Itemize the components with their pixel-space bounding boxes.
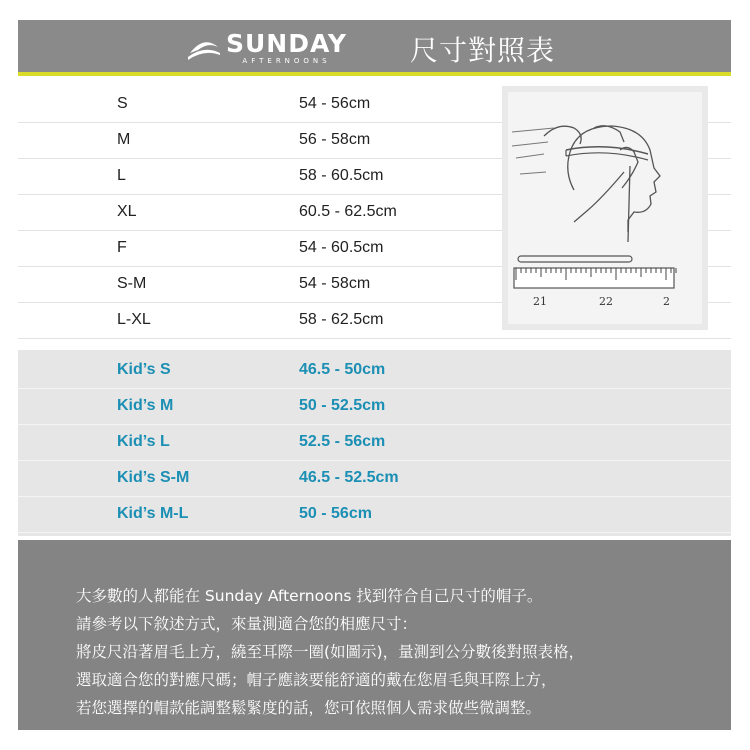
table-row — [18, 352, 731, 389]
instruction-line: 將皮尺沿著眉毛上方，繞至耳際一圈(如圖示)，量測到公分數後對照表格， — [76, 643, 585, 661]
size-range: 54 - 56cm — [299, 95, 371, 112]
size-label: S — [117, 95, 128, 112]
ruler-label-3: 2 — [663, 295, 670, 308]
brand-name: SUNDAY — [226, 28, 348, 58]
instruction-line: 請參考以下敘述方式，來量測適合您的相應尺寸： — [76, 615, 418, 633]
brand-logo — [186, 28, 347, 68]
size-label: S-M — [117, 275, 147, 292]
size-label: Kid’s M-L — [117, 505, 189, 522]
size-label: Kid’s S-M — [117, 469, 190, 486]
size-chart-panel — [18, 20, 731, 730]
size-label: Kid’s L — [117, 433, 170, 450]
size-range: 46.5 - 50cm — [299, 361, 386, 378]
size-range: 60.5 - 62.5cm — [299, 203, 397, 220]
ruler-label-2: 22 — [599, 295, 613, 308]
size-label: Kid’s S — [117, 361, 171, 378]
size-label: L-XL — [117, 311, 151, 328]
size-label: Kid’s M — [117, 397, 174, 414]
ruler-label-1: 21 — [533, 295, 547, 308]
instruction-line: 選取適合您的對應尺碼；帽子應該要能舒適的戴在您眉毛與耳際上方， — [76, 671, 557, 689]
size-range: 54 - 60.5cm — [299, 239, 384, 256]
size-range: 52.5 - 56cm — [299, 433, 386, 450]
size-range: 56 - 58cm — [299, 131, 371, 148]
head-measurement-illustration — [502, 86, 708, 330]
instruction-line: 大多數的人都能在 Sunday Afternoons 找到符合自己尺寸的帽子。 — [76, 587, 543, 605]
head-tape-measure-icon — [508, 92, 702, 324]
table-row — [18, 424, 731, 461]
size-label: XL — [117, 203, 137, 220]
size-range: 46.5 - 52.5cm — [299, 469, 399, 486]
table-row — [18, 460, 731, 497]
size-label: F — [117, 239, 127, 256]
size-range: 54 - 58cm — [299, 275, 371, 292]
table-row — [18, 496, 731, 533]
size-range: 58 - 60.5cm — [299, 167, 384, 184]
kid-size-table — [18, 350, 731, 536]
brand-subtitle: AFTERNOONS — [242, 56, 331, 65]
table-row — [18, 388, 731, 425]
size-range: 50 - 52.5cm — [299, 397, 386, 414]
size-label: M — [117, 131, 131, 148]
size-label: L — [117, 167, 126, 184]
header-bar — [18, 20, 731, 76]
sun-logo-icon — [186, 33, 222, 63]
measurement-instructions — [18, 540, 731, 730]
size-range: 58 - 62.5cm — [299, 311, 384, 328]
page-title: 尺寸對照表 — [410, 34, 556, 67]
size-range: 50 - 56cm — [299, 505, 372, 522]
instruction-line: 若您選擇的帽款能調整鬆緊度的話，您可依照個人需求做些微調整。 — [76, 699, 542, 717]
